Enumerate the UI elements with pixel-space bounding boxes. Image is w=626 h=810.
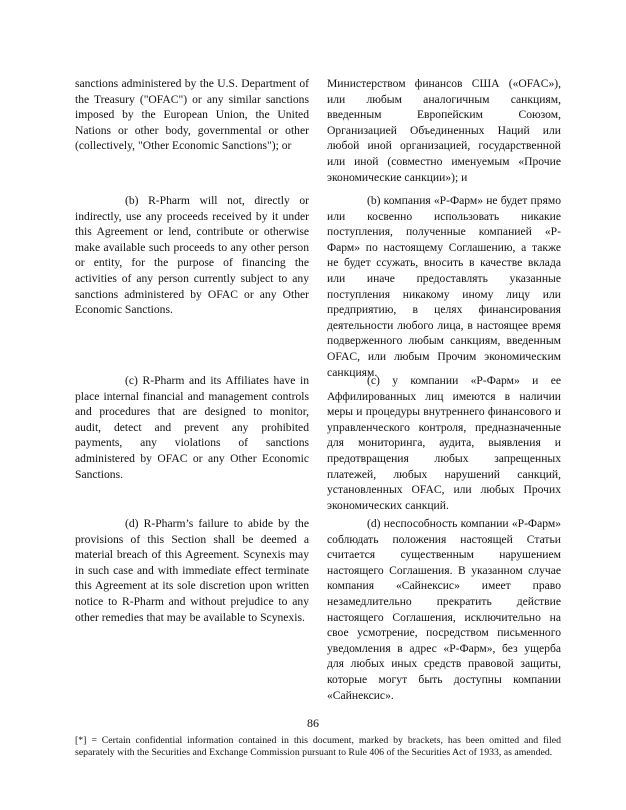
russian-column	[327, 193, 561, 380]
clause-c-russian: (c) у компании «Р-Фарм» и ее Аффилированных лиц имеются в наличии меры и процедуры внутреннего финансового и управленческого контроля, предназначенные для мониторинга, аудита, выявления и предотвращения любых запрещенных платежей, любых нарушений санкций, установленных OFAC, или любых Прочих экономических санкций.	[327, 374, 561, 512]
clause-a-russian: Министерством финансов США («OFAC»), или любым аналогичным санкциям, введенным Европейским Союзом, Организацией Объединенных Наций или любой иной организацией, государственной или иной (совместно именуемым «Прочие экономические санкции»); и	[327, 77, 561, 184]
russian-column	[327, 373, 561, 513]
clause-b-russian: (b) компания «Р-Фарм» не будет прямо или косвенно использовать никакие поступления, полученные компанией «Р-Фарм» по настоящему Соглашению, а также не будет ссужать, вносить в качестве вклада или иначе предоставлять указанные поступления никакому иному лицу или предприятию, в целях финансирования деятельности любого лица, в настоящее время подверженного любым санкциям, введенным OFAC, или любым Прочим экономическим санкциям.	[327, 194, 561, 379]
russian-column	[327, 76, 561, 185]
footnote: [*] = Certain confidential information contained in this document, marked by brackets, has been omitted and filed separately with the Securities and Exchange Commission pursuant to Rule 406 of the Securities Act of 1933, as amended.	[75, 735, 561, 759]
clause-row-c	[75, 373, 561, 513]
english-column	[75, 76, 309, 185]
clause-c-english: (c) R-Pharm and its Affiliates have in place internal financial and management controls and procedures that are designed to monitor, audit, detect and prevent any prohibited payments, any violations of sanctions administered by OFAC or any Other Economic Sanctions.	[75, 374, 309, 481]
clause-d-russian: (d) неспособность компании «Р-Фарм» соблюдать положения настоящей Статьи считается существенным нарушением настоящего Соглашения. В указанном случае компания «Сайнексис» имеет право незамедлительно прекратить действие настоящего Соглашения, исключительно на свое усмотрение, посредством письменного уведомления в адрес «Р-Фарм», без ущерба для любых иных средств правовой защиты, которые могут быть доступны компании «Сайнексис».	[327, 517, 561, 702]
russian-column	[327, 516, 561, 703]
clause-row-b	[75, 193, 561, 380]
english-column	[75, 193, 309, 380]
clause-row-a	[75, 76, 561, 185]
clause-row-d	[75, 516, 561, 703]
english-column	[75, 373, 309, 513]
clause-d-english: (d) R-Pharm’s failure to abide by the provisions of this Section shall be deemed a material breach of this Agreement. Scynexis may in such case and with immediate effect terminate this Agreement at its sole discretion upon written notice to R-Pharm and without prejudice to any other remedies that may be available to Scynexis.	[75, 517, 309, 624]
clause-a-english: sanctions administered by the U.S. Department of the Treasury ("OFAC") or any similar sanctions imposed by the European Union, the United Nations or other body, governmental or other (collectively, "Other Economic Sanctions"); or	[75, 77, 309, 153]
english-column	[75, 516, 309, 703]
clause-b-english: (b) R-Pharm will not, directly or indirectly, use any proceeds received by it under this Agreement or lend, contribute or otherwise make available such proceeds to any other person or entity, for the purpose of financing the activities of any person currently subject to any sanctions administered by OFAC or any Other Economic Sanctions.	[75, 194, 309, 317]
page-number: 86	[307, 716, 319, 730]
